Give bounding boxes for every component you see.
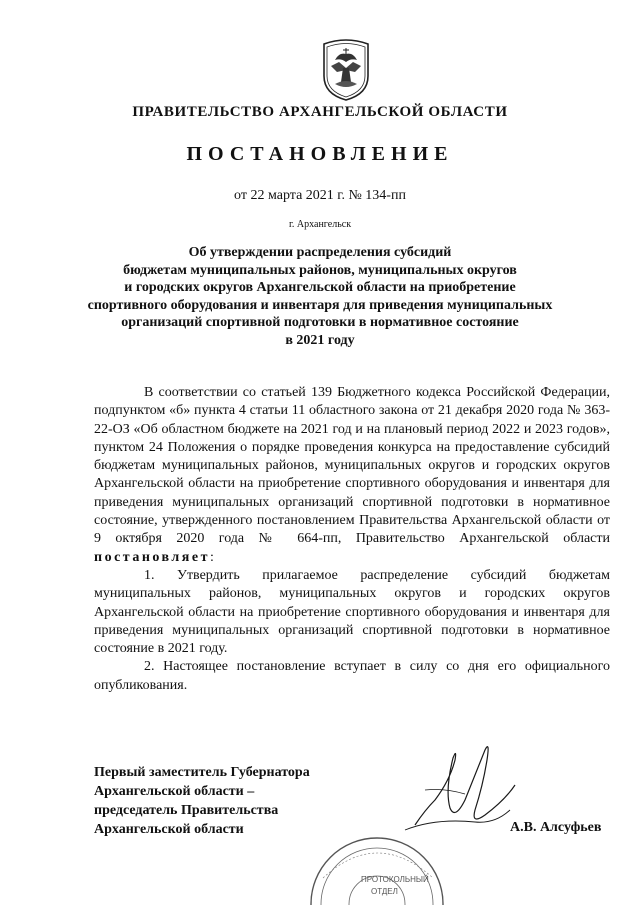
- coat-of-arms-icon: [321, 38, 371, 102]
- decree-colon: :: [209, 549, 214, 565]
- government-name: ПРАВИТЕЛЬСТВО АРХАНГЕЛЬСКОЙ ОБЛАСТИ: [132, 104, 508, 120]
- preamble-text: В соответствии со статьей 139 Бюджетного кодекса Российской Федерации, подпунктом «б» пункта 4 статьи 11 областного закона от 21 декабря 2020 года № 363-22-ОЗ «Об областном бюджете на 2021 год и на плановый период 2022 и 2023 годов», пунктом 24 Положения о порядке проведения конкурса на предоставление субсидий бюджетам муниципальных районов, муниципальных округов и городских округов Архангельской области на приобретение спортивного оборудования и инвентаря для приведения муниципальных организаций спортивной подготовки в нормативное состояние, утвержденного постановлением Правительства Архангельской области от 9 октября 2020 года № 664-пп, Правительство Архангельской области: [94, 385, 610, 547]
- stamp-text-line: ОТДЕЛ: [371, 887, 398, 896]
- title-line: бюджетам муниципальных районов, муниципальных округов: [123, 262, 517, 278]
- signatory-position: [94, 763, 310, 839]
- document-title: [60, 244, 580, 349]
- signatory-line: Первый заместитель Губернатора: [94, 765, 310, 780]
- title-line: спортивного оборудования и инвентаря для приведения муниципальных: [87, 297, 553, 313]
- decree-word: постановляет: [94, 549, 210, 565]
- item-1-paragraph: 1. Утвердить прилагаемое распределение субсидий бюджетам муниципальных районов, муниципальных округов и городских округов Архангельской области на приобретение спортивного оборудования и инвентаря для приведения муниципальных организаций спортивной подготовки в нормативное состояние в 2021 году.: [94, 567, 610, 657]
- document-body: [94, 384, 610, 695]
- signatory-line: председатель Правительства: [94, 803, 279, 818]
- document-city: г. Архангельск: [288, 219, 352, 230]
- item-2-paragraph: 2. Настоящее постановление вступает в силу со дня его официального опубликования.: [94, 659, 610, 693]
- signer-name: А.В. Алсуфьев: [510, 820, 602, 835]
- preamble-paragraph: [94, 384, 610, 567]
- title-line: и городских округов Архангельской области на приобретение: [124, 280, 516, 295]
- title-line: организаций спортивной подготовки в нормативное состояние: [121, 315, 519, 330]
- handwritten-signature-icon: [395, 730, 525, 840]
- signatory-line: Архангельской области: [94, 822, 244, 837]
- title-line: в 2021 году: [285, 332, 355, 348]
- stamp-text-line: ПРОТОКОЛЬНЫЙ: [361, 875, 429, 884]
- title-line: Об утверждении распределения субсидий: [188, 245, 452, 260]
- signatory-line: Архангельской области –: [94, 784, 255, 799]
- document-date-number: от 22 марта 2021 г. № 134-пп: [234, 188, 406, 203]
- document-kind: ПОСТАНОВЛЕНИЕ: [186, 143, 454, 165]
